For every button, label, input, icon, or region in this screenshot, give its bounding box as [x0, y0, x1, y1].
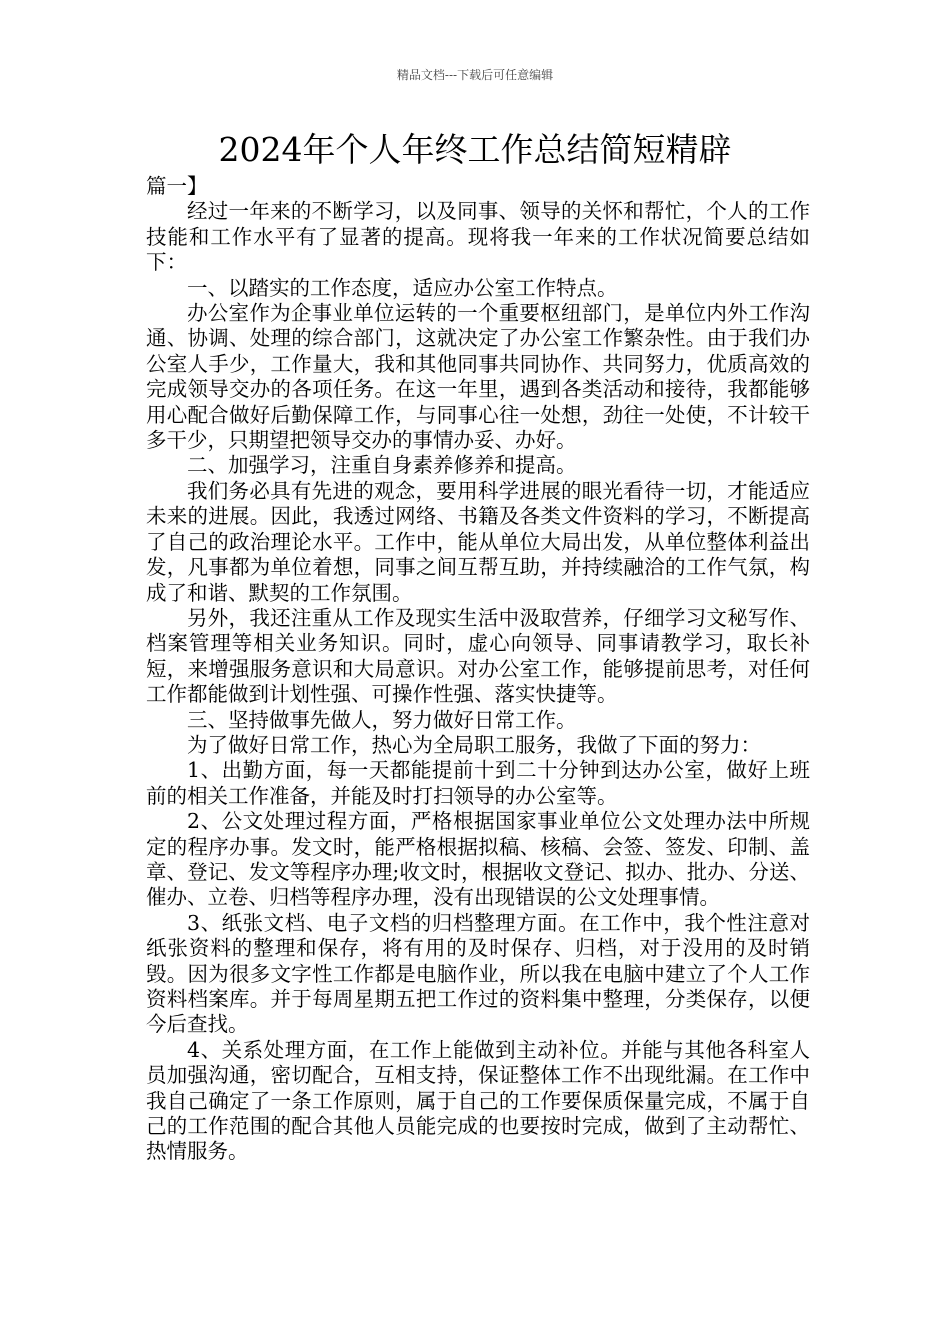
paragraph-office-work: 办公室作为企事业单位运转的一个重要枢纽部门，是单位内外工作沟通、协调、处理的综合部门，这就决定了办公室工作繁杂性。由于我们办公室人手少，工作量大，我和其他同事共同协作、共同努力，优质高效的完成领导交办的各项任务。在这一年里，遇到各类活动和接待，我都能够用心配合做好后勤保障工作，与同事心往一处想，劲往一处使，不计较干多干少，只期望把领导交办的事情办妥、办好。: [146, 301, 810, 453]
document-body: [146, 174, 810, 1165]
list-item-relationships: 4、关系处理方面，在工作上能做到主动补位。并能与其他各科室人员加强沟通，密切配合，互相支持，保证整体工作不出现纰漏。在工作中我自己确定了一条工作原则，属于自己的工作要保质保量完成，不属于自己的工作范围的配合其他人员能完成的也要按时完成，做到了主动帮忙、热情服务。: [146, 1037, 810, 1164]
heading-section-1: 一、以踏实的工作态度，适应办公室工作特点。: [187, 275, 618, 300]
heading-section-2: 二、加强学习，注重自身素养修养和提高。: [187, 453, 577, 478]
list-item-archiving: 3、纸张文档、电子文档的归档整理方面。在工作中，我个性注意对纸张资料的整理和保存，将有用的及时保存、归档，对于没用的及时销毁。因为很多文字性工作都是电脑作业，所以我在电脑中建立了个人工作资料档案库。并于每周星期五把工作过的资料集中整理，分类保存，以便今后查找。: [146, 910, 810, 1037]
paragraph-daily-work-intro: 为了做好日常工作，热心为全局职工服务，我做了下面的努力：: [187, 732, 761, 757]
paragraph-additional-learning: 另外，我还注重从工作及现实生活中汲取营养，仔细学习文秘写作、档案管理等相关业务知识。同时，虚心向领导、同事请教学习，取长补短，来增强服务意识和大局意识。对办公室工作，能够提前思考，对任何工作都能做到计划性强、可操作性强、落实快捷等。: [146, 605, 810, 707]
header-note: 精品文档---下载后可任意编辑: [396, 68, 554, 82]
list-item-attendance: 1、出勤方面，每一天都能提前十到二十分钟到达办公室，做好上班前的相关工作准备，并能及时打扫领导的办公室等。: [146, 758, 810, 808]
section-label: 篇一】: [146, 174, 208, 198]
heading-section-3: 三、坚持做事先做人，努力做好日常工作。: [187, 707, 577, 732]
paragraph-learning: 我们务必具有先进的观念，要用科学进展的眼光看待一切，才能适应未来的进展。因此，我透过网络、书籍及各类文件资料的学习，不断提高了自己的政治理论水平。工作中，能从单位大局出发，从单位整体利益出发，凡事都为单位着想，同事之间互帮互助，并持续融洽的工作气氛，构成了和谐、默契的工作氛围。: [146, 478, 810, 605]
paragraph-intro: 经过一年来的不断学习，以及同事、领导的关怀和帮忙，个人的工作技能和工作水平有了显著的提高。现将我一年来的工作状况简要总结如下：: [146, 199, 810, 275]
list-item-document-processing: 2、公文处理过程方面，严格根据国家事业单位公文处理办法中所规定的程序办事。发文时，能严格根据拟稿、核稿、会签、签发、印制、盖章、登记、发文等程序办理;收文时，根据收文登记、拟办、批办、分送、催办、立卷、归档等程序办理，没有出现错误的公文处理事情。: [146, 809, 810, 910]
document-title: 2024年个人年终工作总结简短精辟: [218, 130, 732, 169]
